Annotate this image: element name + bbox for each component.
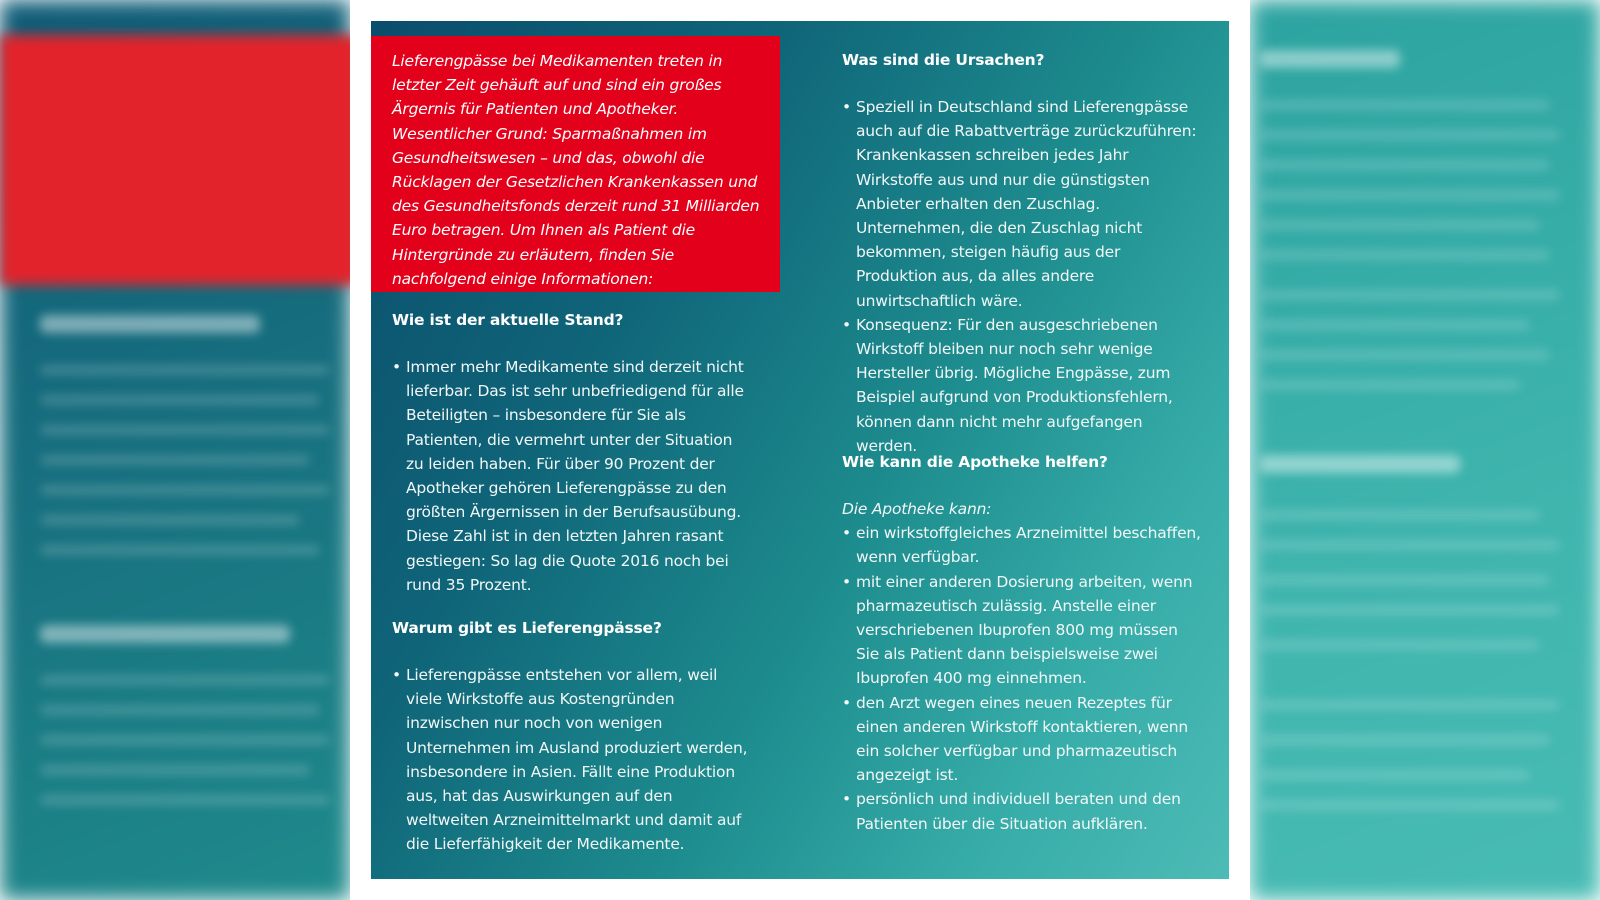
- warum-body: [392, 663, 752, 857]
- list-item: • Speziell in Deutschland sind Lieferengpässe auch auf die Rabattverträge zurückzuführen: Krankenkassen schreiben jedes Jahr Wirkstoffe aus und nur die günstigsten Anbieter erhalten den Zuschlag. Unternehmen, die den Zuschlag nicht bekommen, steigen häufig aus der Produktion aus, da alles andere unwirtschaftlich wäre.: [842, 95, 1204, 313]
- stand-bullet-list: [392, 355, 752, 597]
- list-item: • Immer mehr Medikamente sind derzeit nicht lieferbar. Das ist sehr unbefriedigend für alle Beteiligten – insbesondere für Sie als Patienten, die vermehrt unter der Situation zu leiden haben. Für über 90 Prozent der Apotheker gehören Lieferengpässe zu den größten Ärgernissen in der Berufsausübung. Diese Zahl ist in den letzten Jahren rasant gestiegen: So lag die Quote 2016 noch bei rund 35 Prozent.: [392, 355, 752, 597]
- heading-aktueller-stand: Wie ist der aktuelle Stand?: [392, 311, 624, 329]
- blurred-background-right: [1250, 0, 1600, 900]
- intro-text: Lieferengpässe bei Medikamenten treten in letzter Zeit gehäuft auf und sind ein großes Ärgernis für Patienten und Apotheker. Wesentlicher Grund: Sparmaßnahmen im Gesundheitswesen – und das, obwohl die Rücklagen der Gesetzlichen Krankenkassen und des Gesundheitsfonds derzeit rund 31 Milliarden Euro betragen. Um Ihnen als Patient die Hintergründe zu erläutern, finden Sie nachfolgend einige Informationen:: [392, 52, 760, 288]
- list-item: • den Arzt wegen eines neuen Rezeptes für einen anderen Wirkstoff kontaktieren, wenn ein solcher verfügbar und pharmazeutisch angezeigt ist.: [842, 691, 1204, 788]
- blurred-background-left: [0, 0, 350, 900]
- list-item: • persönlich und individuell beraten und den Patienten über die Situation aufklären.: [842, 787, 1204, 835]
- list-item: • Konsequenz: Für den ausgeschriebenen Wirkstoff bleiben nur noch sehr wenige Hersteller übrig. Mögliche Engpässe, zum Beispiel aufgrund von Produktionsfehlern, können dann nicht mehr aufgefangen werden.: [842, 313, 1204, 458]
- intro-box: [371, 36, 780, 292]
- apotheke-bullet-list: [842, 521, 1204, 836]
- list-item: • ein wirkstoffgleiches Arzneimittel beschaffen, wenn verfügbar.: [842, 521, 1204, 569]
- document-frame: [350, 0, 1250, 900]
- warum-bullet-list: [392, 663, 752, 857]
- stand-body: [392, 355, 752, 597]
- heading-warum-lieferengpaesse: Warum gibt es Lieferengpässe?: [392, 619, 662, 637]
- document-page: [371, 21, 1229, 879]
- ursachen-body: [842, 95, 1204, 458]
- list-item: • mit einer anderen Dosierung arbeiten, wenn pharmazeutisch zulässig. Anstelle einer verschriebenen Ibuprofen 800 mg müssen Sie als Patient dann beispielsweise zwei Ibuprofen 400 mg einnehmen.: [842, 570, 1204, 691]
- apotheke-body: [842, 497, 1204, 836]
- apotheke-lead: Die Apotheke kann:: [842, 500, 992, 518]
- ursachen-bullet-list: [842, 95, 1204, 458]
- heading-ursachen: Was sind die Ursachen?: [842, 51, 1045, 69]
- heading-apotheke-helfen: Wie kann die Apotheke helfen?: [842, 453, 1108, 471]
- list-item: • Lieferengpässe entstehen vor allem, weil viele Wirkstoffe aus Kostengründen inzwischen nur noch von wenigen Unternehmen im Ausland produziert werden, insbesondere in Asien. Fällt eine Produktion aus, hat das Auswirkungen auf den weltweiten Arzneimittelmarkt und damit auf die Lieferfähigkeit der Medikamente.: [392, 663, 752, 857]
